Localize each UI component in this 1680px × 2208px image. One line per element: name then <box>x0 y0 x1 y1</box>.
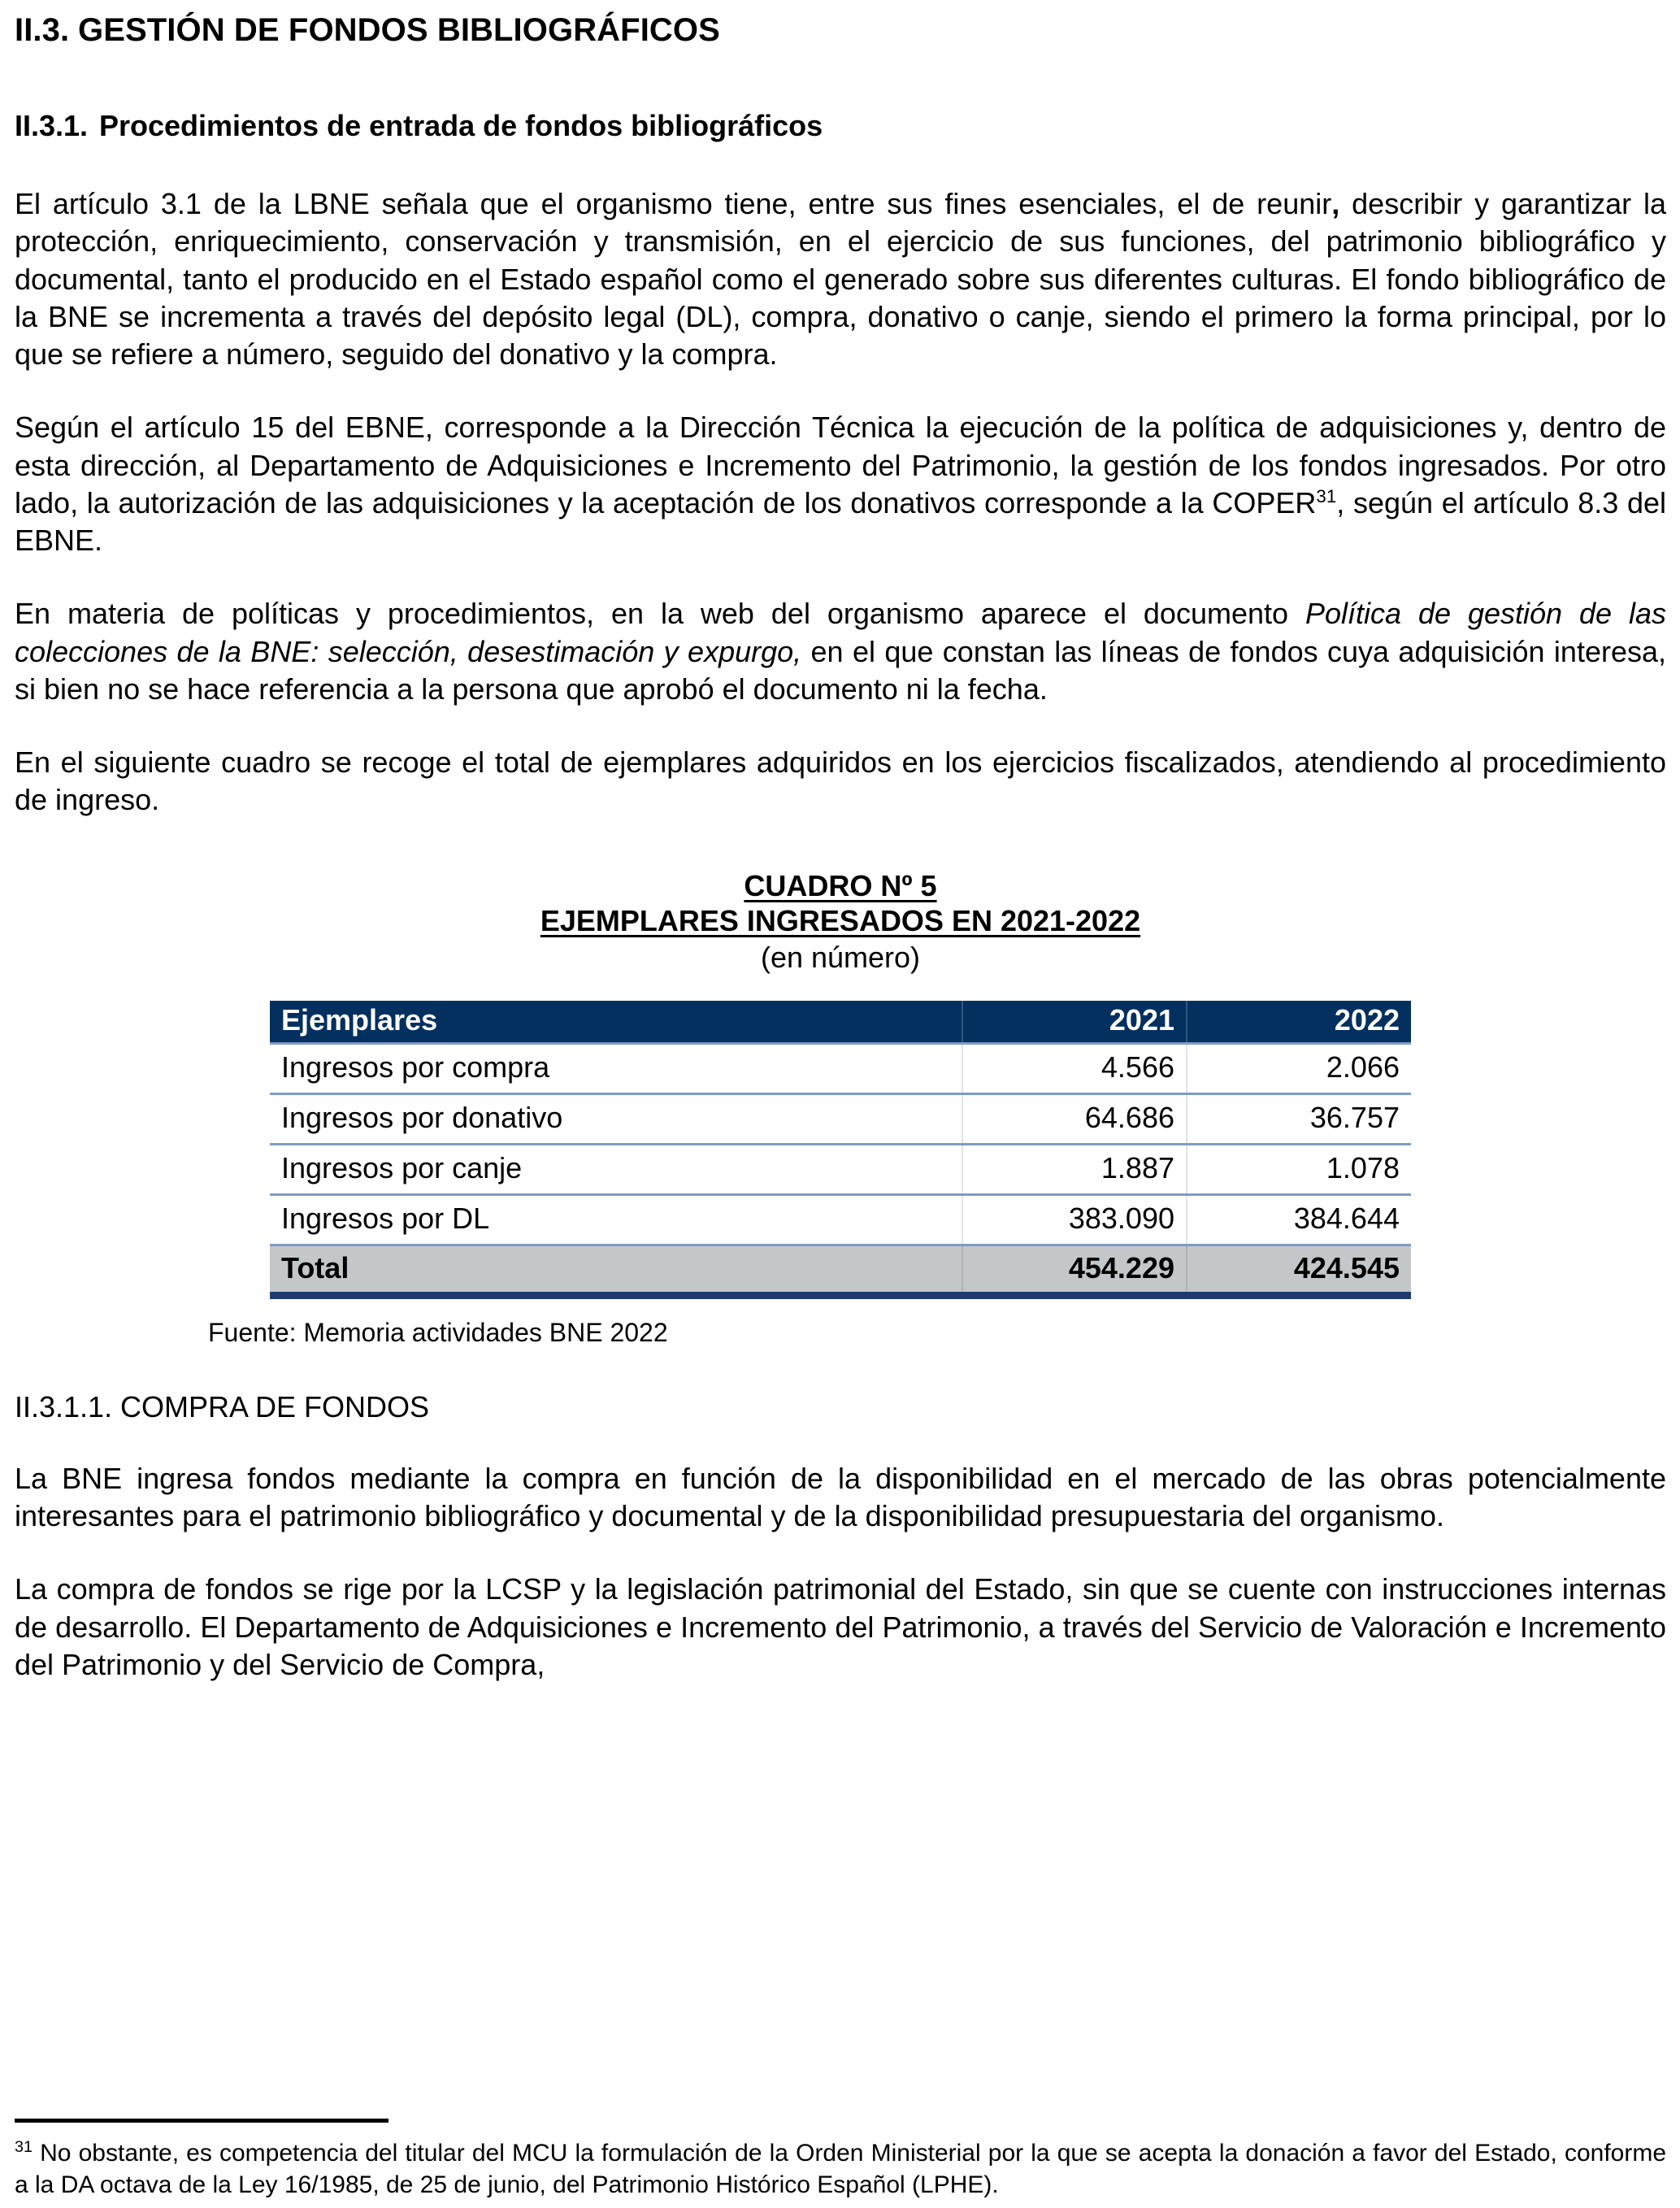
table-row <box>270 1043 1411 1093</box>
table-row <box>270 1093 1411 1144</box>
total-label: Total <box>270 1245 962 1295</box>
cell-2021: 64.686 <box>962 1093 1187 1144</box>
ejemplares-ingresados-table <box>270 1001 1411 1299</box>
table-title-line-1: CUADRO Nº 5 <box>744 868 937 902</box>
table-total-row <box>270 1245 1411 1295</box>
total-2022: 424.545 <box>1187 1245 1411 1295</box>
cell-2021: 4.566 <box>962 1043 1187 1093</box>
document-title-italic: Política de gestión de las colecciones de la BNE: selección, desestimación y expurgo, <box>15 597 1667 668</box>
paragraph-1-part-1: El artículo 3.1 de la LBNE señala que el organismo tiene, entre sus fines esenciales, el de reunir <box>15 187 1332 221</box>
cell-2022: 36.757 <box>1187 1093 1411 1144</box>
section-number: II.3. <box>15 12 70 48</box>
footnote-area <box>15 2119 1666 2201</box>
paragraph-3-part-1: En materia de políticas y procedimientos, en la web del organismo aparece el documento <box>15 597 1305 631</box>
total-2021: 454.229 <box>962 1245 1187 1295</box>
footnote-separator-rule <box>15 2119 389 2123</box>
table-row <box>270 1194 1411 1245</box>
row-label: Ingresos por DL <box>270 1194 962 1245</box>
spacer <box>15 559 1666 595</box>
paragraph-2 <box>15 409 1666 559</box>
table-header <box>270 1001 1411 1043</box>
section-heading <box>15 8 1666 49</box>
subsection-number: II.3.1. <box>15 109 89 143</box>
subsubsection-title: COMPRA DE FONDOS <box>120 1390 430 1424</box>
spacer <box>15 1348 1666 1390</box>
table-header-row <box>270 1001 1411 1043</box>
paragraph-1-bold-comma: , <box>1331 187 1340 221</box>
column-header-2021: 2021 <box>962 1001 1187 1043</box>
column-header-ejemplares: Ejemplares <box>270 1001 962 1043</box>
table-title-line-2: EJEMPLARES INGRESADOS EN 2021-2022 <box>540 903 1141 937</box>
cell-2022: 384.644 <box>1187 1194 1411 1245</box>
spacer <box>15 1424 1666 1460</box>
paragraph-4: En el siguiente cuadro se recoge el total de ejemplares adquiridos en los ejercicios fiscalizados, atendiendo al procedimiento de ingreso. <box>15 745 1666 817</box>
table-block <box>15 868 1666 1348</box>
row-label: Ingresos por donativo <box>270 1093 962 1144</box>
page-content <box>15 8 1666 1684</box>
subsection-heading <box>15 109 1666 143</box>
footnote-31 <box>15 2137 1666 2201</box>
cell-2021: 1.887 <box>962 1144 1187 1194</box>
row-label: Ingresos por canje <box>270 1144 962 1194</box>
paragraph-6: La compra de fondos se rige por la LCSP y la legislación patrimonial del Estado, sin que se cuente con instrucciones internas de desarrollo. El Departamento de Adquisiciones e Incremento del Patrimonio, a través del Servicio de Valoración e Incremento del Patrimonio y del Servicio de Compra, <box>15 1572 1666 1681</box>
spacer <box>15 1535 1666 1571</box>
paragraph-2-part-2: , según el artículo 8.3 del EBNE. <box>15 485 1666 558</box>
table-subtitle: (en número) <box>760 941 921 975</box>
paragraph-3 <box>15 595 1666 708</box>
paragraph-5: La BNE ingresa fondos mediante la compra en función de la disponibilidad en el mercado de las obras potencialmente interesantes para el patrimonio bibliográfico y documental y de la disponibilidad presupuestaria del organismo. <box>15 1461 1666 1533</box>
cell-2022: 1.078 <box>1187 1144 1411 1194</box>
spacer <box>15 708 1666 744</box>
paragraph-2-part-1: Según el artículo 15 del EBNE, corresponde a la Dirección Técnica la ejecución de la política de adquisiciones y, dentro de esta dirección, al Departamento de Adquisiciones e Incremento del Patrimonio, la gestión de los fondos ingresados. Por otro lado, la autorización de las adquisiciones y la aceptación de los donativos corresponde a la COPER <box>15 411 1666 519</box>
table-body <box>270 1043 1411 1295</box>
cell-2021: 383.090 <box>962 1194 1187 1245</box>
section-title: GESTIÓN DE FONDOS BIBLIOGRÁFICOS <box>78 12 720 48</box>
table-row <box>270 1144 1411 1194</box>
cell-2022: 2.066 <box>1187 1043 1411 1093</box>
footnote-marker: 31 <box>15 2137 33 2156</box>
footnote-reference-31[interactable]: 31 <box>1316 485 1337 506</box>
footnote-body: No obstante, es competencia del titular del MCU la formulación de la Orden Ministerial por la que se acepta la donación a favor del Estado, conforme a la DA octava de la Ley 16/1985, de 25 de junio, del Patrimonio Histórico Español (LPHE). <box>15 2139 1666 2199</box>
spacer <box>15 143 1666 185</box>
table-title <box>15 868 1666 938</box>
paragraph-3-part-2: en el que constan las líneas de fondos cuya adquisición interesa, si bien no se hace referencia a la persona que aprobó el documento ni la fecha. <box>15 634 1667 706</box>
subsubsection-number: II.3.1.1. <box>15 1390 113 1424</box>
paragraph-1 <box>15 185 1666 373</box>
subsection-title: Procedimientos de entrada de fondos bibliográficos <box>99 109 823 143</box>
table-source: Fuente: Memoria actividades BNE 2022 <box>208 1317 668 1347</box>
spacer <box>15 373 1666 409</box>
row-label: Ingresos por compra <box>270 1043 962 1093</box>
paragraph-1-part-2: describir y garantizar la protección, enriquecimiento, conservación y transmisión, en el ejercicio de sus funciones, del patrimonio bibliográfico y documental, tanto el producido en el Estado español como el generado sobre sus diferentes culturas. El fondo bibliográfico de la BNE se incrementa a través del depósito legal (DL), compra, donativo o canje, siendo el primero la forma principal, por lo que se refiere a número, seguido del donativo y la compra. <box>15 187 1667 372</box>
column-header-2022: 2022 <box>1187 1001 1411 1043</box>
subsubsection-heading <box>15 1390 1666 1424</box>
